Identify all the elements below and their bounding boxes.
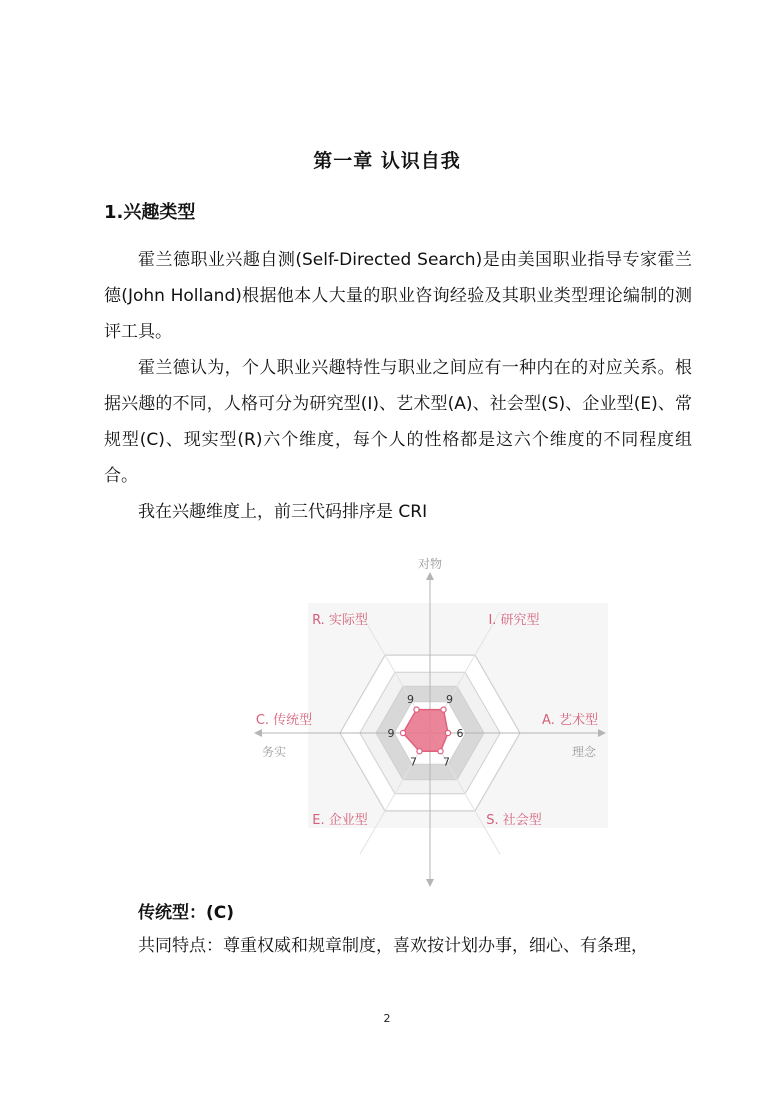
- data-point-5: [400, 730, 405, 735]
- category-label-3: S. 社会型: [486, 813, 542, 828]
- radar-chart: [240, 548, 620, 888]
- radar-chart-svg: [240, 548, 620, 888]
- value-label-1: 9: [446, 693, 453, 707]
- arrow-up-icon: [426, 572, 434, 580]
- category-label-5: C. 传统型: [255, 713, 313, 728]
- value-label-3: 7: [443, 755, 450, 769]
- axis-label-right: 理念: [571, 745, 597, 759]
- chapter-title: 第一章 认识自我: [313, 150, 461, 172]
- value-label-2: 6: [456, 727, 464, 740]
- subsection-title: 传统型：(C): [138, 903, 235, 923]
- paragraph-theory: 霍兰德认为，个人职业兴趣特性与职业之间应有一种内在的对应关系。根据兴趣的不同，人格可分为研究型(I)、艺术型(A)、社会型(S)、企业型(E)、常规型(C)、现实型(R)六个维度，每个人的性格都是这六个维度的不同程度组合。: [104, 358, 692, 486]
- value-label-4: 7: [410, 755, 417, 769]
- section-title: 1.兴趣类型: [104, 202, 196, 223]
- data-point-3: [438, 749, 443, 754]
- data-point-2: [445, 730, 450, 735]
- category-label-4: E. 企业型: [312, 813, 368, 828]
- value-label-5: 9: [387, 727, 395, 740]
- category-label-2: A. 艺术型: [542, 713, 598, 728]
- value-label-0: 9: [407, 693, 414, 707]
- paragraph-result: 我在兴趣维度上，前三代码排序是 CRI: [138, 502, 428, 522]
- data-point-4: [417, 749, 422, 754]
- page-number: 2: [383, 1012, 391, 1025]
- category-label-0: R. 实际型: [312, 613, 368, 628]
- arrow-down-icon: [426, 879, 434, 887]
- arrow-left-icon: [254, 729, 262, 737]
- data-point-1: [441, 707, 446, 712]
- category-label-1: I. 研究型: [488, 613, 540, 628]
- paragraph-intro: 霍兰德职业兴趣自测(Self-Directed Search)是由美国职业指导专家霍兰德(John Holland)根据他本人大量的职业咨询经验及其职业类型理论编制的测评工具。: [104, 250, 692, 342]
- data-point-0: [414, 707, 419, 712]
- paragraph-traits: 共同特点：尊重权威和规章制度，喜欢按计划办事，细心、有条理，: [138, 936, 648, 956]
- axis-label-left: 务实: [261, 745, 287, 759]
- axis-label-top: 对物: [417, 557, 443, 571]
